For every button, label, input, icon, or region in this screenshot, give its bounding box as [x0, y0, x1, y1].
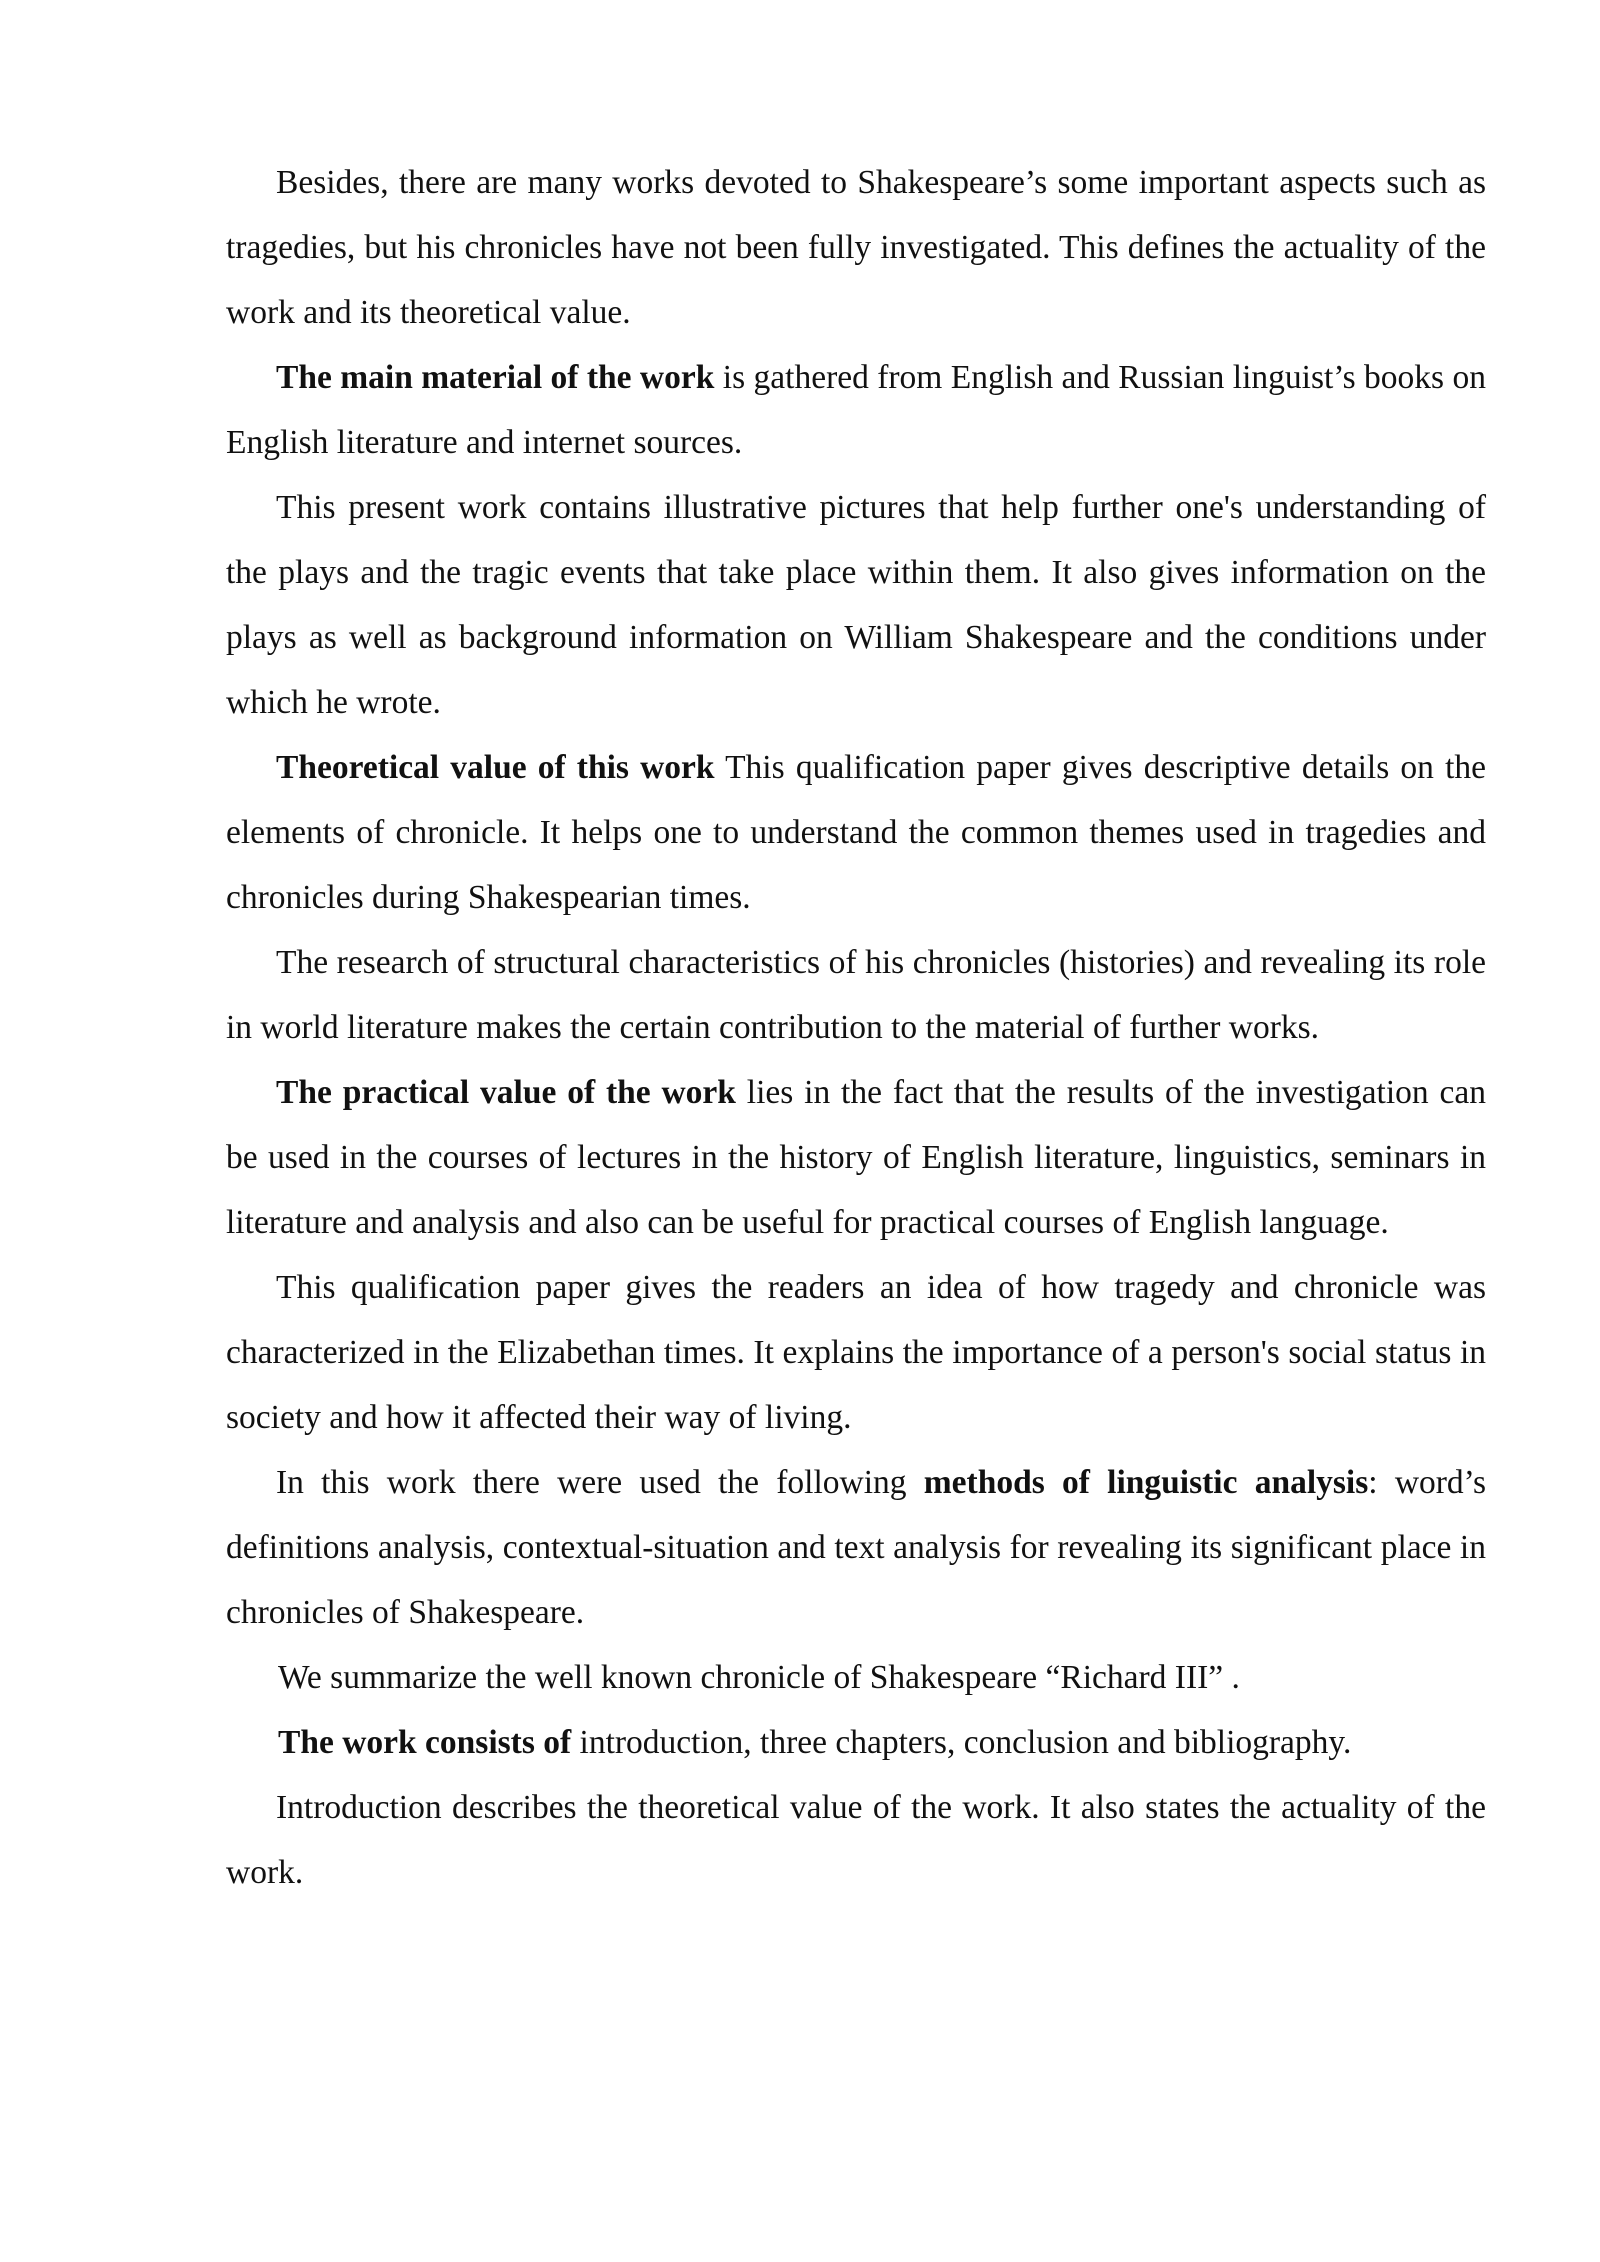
paragraph-theoretical-value [226, 735, 1486, 930]
paragraph-structure [226, 1710, 1486, 1775]
paragraph-text: Besides, there are many works devoted to Shakespeare’s some important aspects such as tragedies, but his chronicles have not been fully investigated. This defines the actuality of the work and its theoretical value. [226, 164, 1486, 331]
paragraph-qualification-paper [226, 1255, 1486, 1450]
paragraph-illustrative-pictures [226, 475, 1486, 735]
paragraph-heading: methods of linguistic analysis [923, 1464, 1369, 1501]
paragraph-text: This present work contains illustrative pictures that help further one's understanding of the plays and the tragic events that take place within them. It also gives information on the plays as well as background information on William Shakespeare and the conditions under which he wrote. [226, 489, 1486, 721]
paragraph-text: The research of structural characteristics of his chronicles (histories) and revealing its role in world literature makes the certain contribution to the material of further works. [226, 944, 1486, 1046]
paragraph-introduction [226, 1775, 1486, 1905]
paragraph-text: : word’s definitions analysis, contextual-situation and text analysis for revealing its significant place in chronicles of Shakespeare. [226, 1464, 1487, 1631]
paragraph-text: Introduction describes the theoretical value of the work. It also states the actuality of the work. [226, 1789, 1486, 1891]
paragraph-text: We summarize the well known chronicle of Shakespeare “Richard III” . [278, 1659, 1240, 1696]
paragraph-text: lies in the fact that the results of the investigation can be used in the courses of lectures in the history of English literature, linguistics, seminars in literature and analysis and also can be useful for practical courses of English language. [226, 1074, 1486, 1241]
paragraph-actuality [226, 150, 1486, 345]
paragraph-heading: The main material of the work [276, 359, 715, 396]
paragraph-heading: The work consists of [278, 1724, 572, 1761]
paragraph-methods [226, 1450, 1486, 1645]
paragraph-text: introduction, three chapters, conclusion and bibliography. [571, 1724, 1352, 1761]
paragraph-heading: The practical value of the work [276, 1074, 736, 1111]
paragraph-text: This qualification paper gives the readers an idea of how tragedy and chronicle was characterized in the Elizabethan times. It explains the importance of a person's social status in society and how it affected their way of living. [226, 1269, 1486, 1436]
body-text [226, 150, 1486, 1905]
paragraph-main-material [226, 345, 1486, 475]
paragraph-summary [226, 1645, 1486, 1710]
paragraph-heading: Theoretical value of this work [276, 749, 715, 786]
paragraph-text: is gathered from English and Russian linguist’s books on English literature and internet sources. [226, 359, 1486, 461]
paragraph-text: In this work there were used the following [276, 1464, 924, 1501]
paragraph-practical-value [226, 1060, 1486, 1255]
paragraph-text: This qualification paper gives descriptive details on the elements of chronicle. It helps one to understand the common themes used in tragedies and chronicles during Shakespearian times. [226, 749, 1487, 916]
paragraph-research [226, 930, 1486, 1060]
